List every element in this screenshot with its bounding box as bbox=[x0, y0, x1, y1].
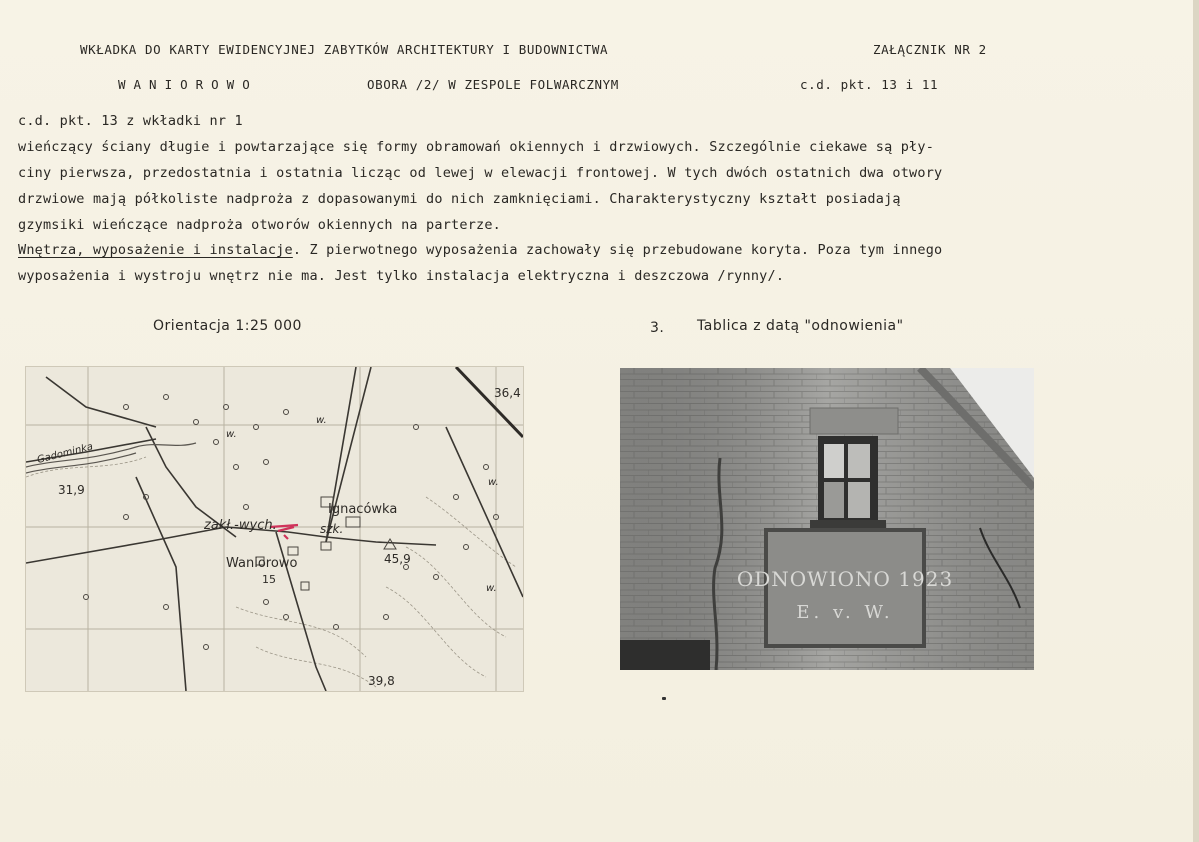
interior-heading: Wnętrza, wyposażenie i instalacje bbox=[18, 242, 293, 258]
roof-shadow bbox=[620, 640, 710, 670]
map-label-elev-319: 31,9 bbox=[58, 483, 85, 497]
map-label-zakl: zakł.-wych. bbox=[204, 518, 277, 533]
body-line-1: wieńczący ściany długie i powtarzające się formy obramowań okiennych i drzwiowych. Szczególnie ciekawe są pły- bbox=[18, 139, 935, 155]
map-label-15: 15 bbox=[262, 573, 276, 586]
object-name: OBORA /2/ W ZESPOLE FOLWARCZNYM bbox=[367, 77, 619, 92]
interior-line-2: wyposażenia i wystroju wnętrz nie ma. Jest tylko instalacja elektryczna i deszczowa /rynny/. bbox=[18, 268, 785, 284]
building-photo bbox=[620, 368, 1034, 670]
plaque-initials: E. v. W. bbox=[796, 602, 894, 623]
window-lintel bbox=[810, 408, 898, 434]
map-label-waniorowo: Waniorowo bbox=[226, 556, 298, 571]
map-caption: Orientacja 1:25 000 bbox=[153, 318, 302, 334]
body-line-2: ciny pierwsza, przedostatnia i ostatnia licząc od lewej w elewacji frontowej. W tych dwóch ostatnich dwa otwory bbox=[18, 165, 943, 181]
map-drawing bbox=[26, 367, 523, 691]
map-label-w: w. bbox=[486, 583, 497, 594]
map-label-w: w. bbox=[226, 429, 237, 440]
body-line-4: gzymsiki wieńczące nadproża otworów okiennych na parterze. bbox=[18, 217, 502, 233]
page-edge bbox=[1193, 0, 1199, 842]
photo-number: 3. bbox=[650, 320, 665, 336]
interior-line-1 bbox=[18, 242, 942, 258]
map-label-elev-398: 39,8 bbox=[368, 674, 395, 688]
map-label-elev-364: 36,4 bbox=[494, 386, 521, 400]
continuation-ref: c.d. pkt. 13 i 11 bbox=[800, 77, 939, 92]
document-title: WKŁADKA DO KARTY EWIDENCYJNEJ ZABYTKÓW ARCHITEKTURY I BUDOWNICTWA bbox=[80, 42, 609, 57]
map-label-w: w. bbox=[316, 415, 327, 426]
body-line-3: drzwiowe mają półkoliste nadproża z dopasowanymi do nich zamknięciami. Charakterystyczny kształt posiadają bbox=[18, 191, 901, 207]
lead-line: c.d. pkt. 13 z wkładki nr 1 bbox=[18, 113, 243, 129]
map-contours bbox=[26, 457, 516, 687]
photo-caption: Tablica z datą "odnowienia" bbox=[697, 318, 904, 334]
map-railway bbox=[456, 367, 523, 437]
map-label-szk: szk. bbox=[320, 522, 344, 536]
map-label-w: w. bbox=[488, 477, 499, 488]
photo-drawing bbox=[620, 368, 1034, 670]
map-symbols bbox=[84, 395, 499, 650]
orientation-map bbox=[25, 366, 524, 692]
place-name: WANIOROWO bbox=[118, 77, 258, 92]
map-label-gadominka: Gadominka bbox=[36, 441, 95, 466]
map-label-elev-459: 45,9 bbox=[384, 552, 411, 566]
ink-mark bbox=[662, 697, 666, 700]
map-label-ignacowka: Ignacówka bbox=[328, 502, 398, 517]
plaque-text: ODNOWIONO 1923 bbox=[736, 567, 954, 591]
attachment-number: ZAŁĄCZNIK NR 2 bbox=[873, 42, 987, 57]
interior-text-1: . Z pierwotnego wyposażenia zachowały się przebudowane koryta. Poza tym innego bbox=[292, 242, 943, 258]
